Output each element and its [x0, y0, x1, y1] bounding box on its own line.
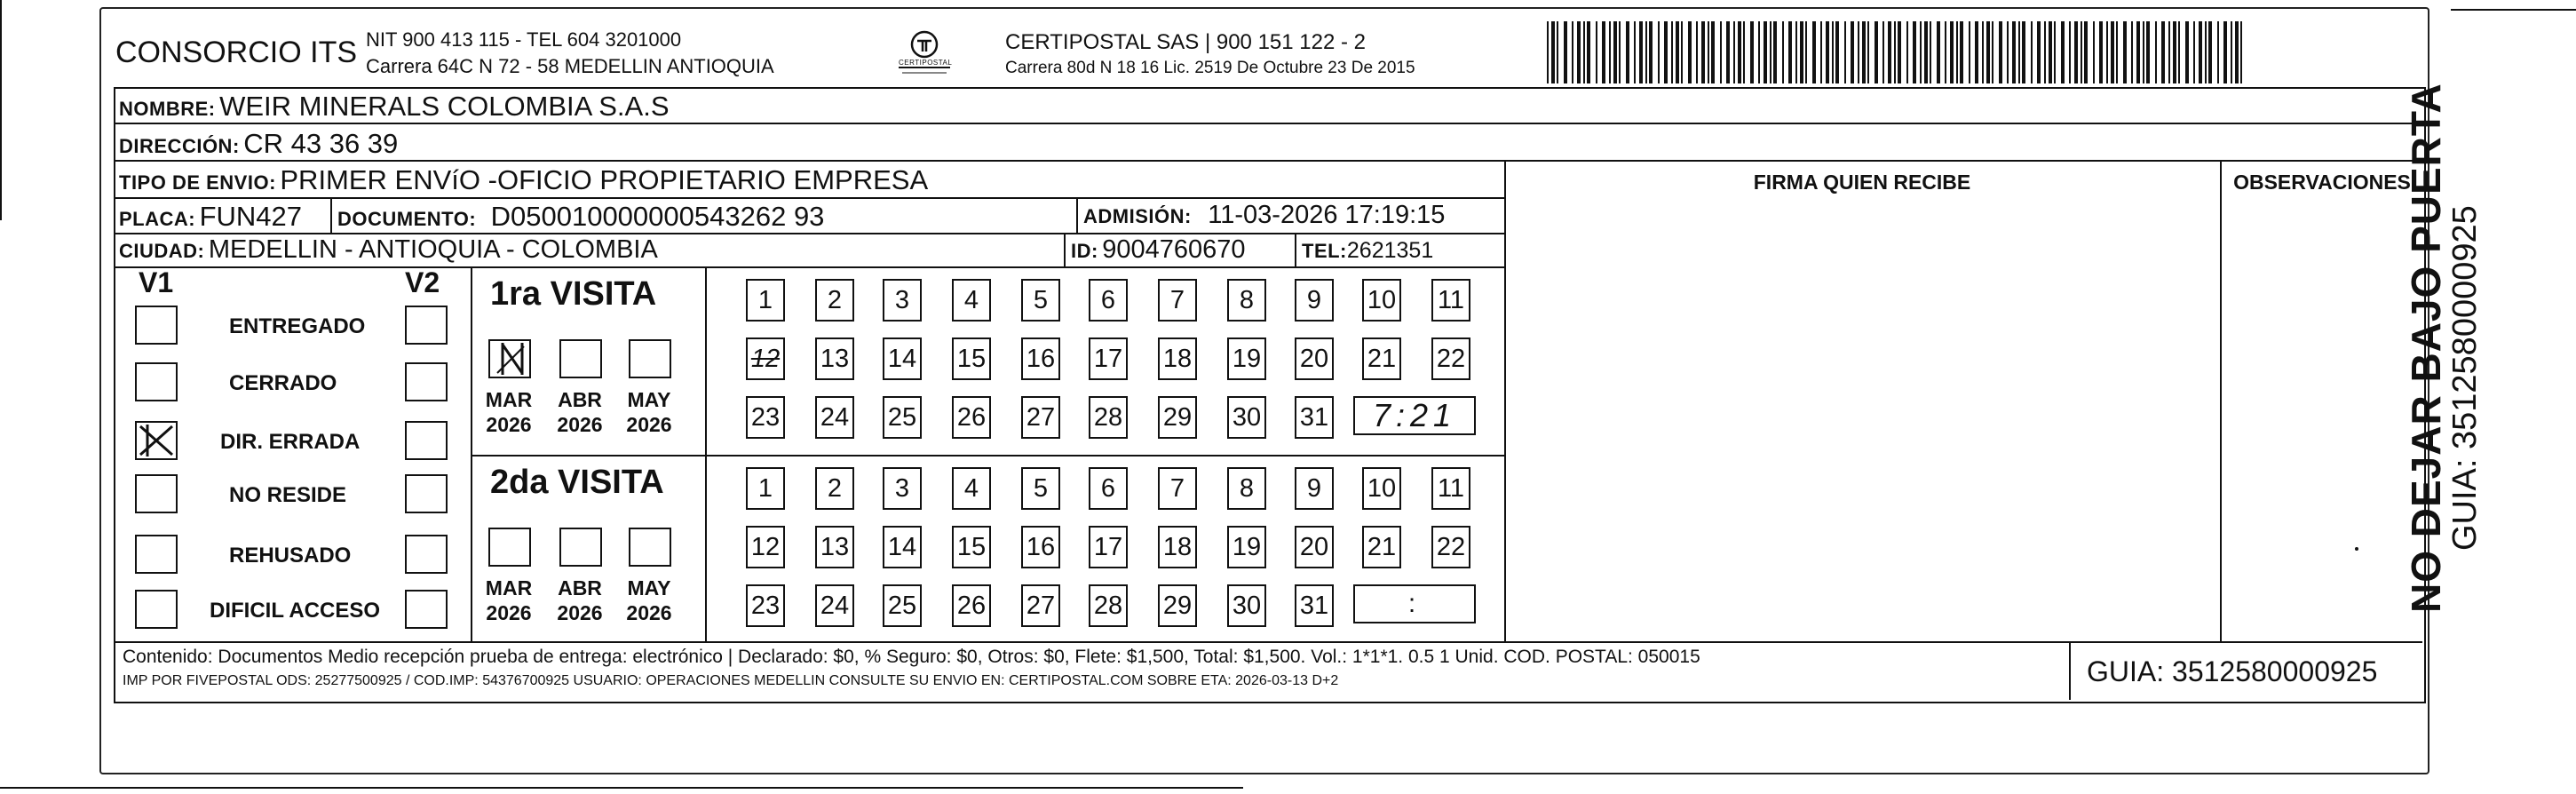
day-box[interactable]: 9 — [1295, 467, 1334, 510]
no-dejar-bajo-puerta: NO DEJAR BAJO PUERTA — [2403, 83, 2449, 613]
day-box[interactable]: 18 — [1158, 526, 1197, 568]
status-label: DIFICIL ACCESO — [210, 599, 381, 623]
day-box[interactable]: 1 — [746, 279, 785, 322]
day-box[interactable]: 18 — [1158, 337, 1197, 380]
barcode-bar — [2136, 21, 2140, 83]
day-box[interactable]: 4 — [952, 467, 991, 510]
barcode-bar — [1587, 21, 1590, 83]
barcode-bar — [1733, 21, 1735, 83]
barcode-bar — [1619, 21, 1621, 83]
day-box[interactable]: 30 — [1227, 584, 1266, 627]
barcode-bar — [1770, 21, 1771, 83]
barcode-bar — [1671, 21, 1673, 83]
barcode-bar — [1572, 21, 1573, 83]
barcode-bar — [1888, 21, 1891, 83]
status-label: ENTREGADO — [229, 314, 366, 338]
month-year: 2026 — [557, 601, 603, 624]
barcode-bar — [2111, 21, 2114, 83]
barcode-bar — [1696, 21, 1698, 83]
day-box[interactable]: 12 — [746, 526, 785, 568]
courier-license: Carrera 80d N 18 16 Lic. 2519 De Octubre 23 De 2015 — [1005, 59, 1415, 77]
barcode-bar — [1867, 21, 1869, 83]
row-line — [114, 641, 2422, 643]
day-box[interactable]: 30 — [1227, 396, 1266, 439]
barcode-bar — [2106, 21, 2108, 83]
barcode-bar — [2074, 21, 2078, 83]
barcode-bar — [1832, 21, 1834, 83]
day-box[interactable]: 3 — [883, 467, 922, 510]
barcode-bar — [2161, 21, 2165, 83]
day-box[interactable]: 17 — [1089, 337, 1128, 380]
day-box[interactable]: 9 — [1295, 279, 1334, 322]
status-label: CERRADO — [229, 371, 337, 395]
v1-checkbox[interactable] — [135, 535, 178, 574]
ciudad-cell — [119, 235, 658, 265]
barcode-bar — [2155, 21, 2157, 83]
observaciones-header: OBSERVACIONES — [2233, 171, 2411, 194]
barcode-bar — [1596, 21, 1597, 83]
barcode-bar — [1882, 21, 1884, 83]
barcode-bar — [1924, 21, 1928, 83]
barcode-bar — [1557, 21, 1558, 83]
day-box[interactable]: 10 — [1362, 279, 1401, 322]
month-checkbox[interactable] — [488, 528, 531, 567]
barcode-bar — [1906, 21, 1908, 83]
barcode-bar — [2217, 21, 2219, 83]
barcode-bar — [1649, 21, 1653, 83]
barcode-bar — [2208, 21, 2212, 83]
placa-value: FUN427 — [199, 201, 302, 232]
barcode-bar — [2205, 21, 2207, 83]
v2-checkbox[interactable] — [405, 421, 448, 460]
ciudad-value: MEDELLIN - ANTIOQUIA - COLOMBIA — [208, 235, 658, 264]
col-line — [1504, 160, 1506, 641]
barcode-bar — [1913, 21, 1916, 83]
placa-cell — [119, 201, 302, 233]
barcode-bar — [2061, 21, 2065, 83]
month-label — [618, 387, 680, 437]
barcode-bar — [1726, 21, 1730, 83]
day-box[interactable]: 29 — [1158, 396, 1197, 439]
col-line — [1295, 233, 1296, 266]
direccion-value: CR 43 36 39 — [243, 128, 399, 159]
barcode-bar — [1969, 21, 1970, 83]
tipo-value: PRIMER ENVíO -OFICIO PROPIETARIO EMPRESA — [280, 164, 929, 195]
barcode-bar — [1930, 21, 1931, 83]
status-label: REHUSADO — [229, 544, 352, 568]
contenido-text: Contenido: Documentos Medio recepción prueba de entrega: electrónico | Declarado: $0, % Seguro: $0, Otros: $0, Flete: $1,500, Total: $1,500. Vol.: 1*1*1. 0.5 1 Unid. COD. POSTAL: 050015 — [123, 647, 1700, 667]
day-box[interactable]: 6 — [1089, 279, 1128, 322]
barcode-bar — [1820, 21, 1822, 83]
barcode-bar — [2012, 21, 2016, 83]
top-right-line — [2451, 9, 2576, 11]
barcode-bar — [1758, 21, 1760, 83]
barcode-bar — [2193, 21, 2195, 83]
day-box[interactable]: 25 — [883, 584, 922, 627]
barcode-bar — [2116, 21, 2118, 83]
barcode-bar — [2168, 21, 2170, 83]
barcode-bar — [1812, 21, 1816, 83]
company-nit: NIT 900 413 115 - TEL 604 3201000 — [366, 28, 682, 51]
col-line — [330, 197, 332, 233]
barcode-bar — [2081, 21, 2082, 83]
barcode-bar — [1826, 21, 1829, 83]
ciudad-label: CIUDAD: — [119, 240, 205, 262]
day-box[interactable]: 14 — [883, 526, 922, 568]
day-box[interactable]: 6 — [1089, 467, 1128, 510]
barcode-bar — [1613, 21, 1617, 83]
side-warning — [2402, 80, 2485, 613]
day-box[interactable]: 8 — [1227, 467, 1266, 510]
day-box[interactable]: 20 — [1295, 337, 1334, 380]
barcode-bar — [1858, 21, 1859, 83]
day-box[interactable]: 19 — [1227, 337, 1266, 380]
month-label — [478, 576, 540, 625]
barcode-bar — [1894, 21, 1896, 83]
month-year: 2026 — [557, 413, 603, 436]
barcode-bar — [1664, 21, 1668, 83]
documento-cell — [337, 201, 824, 233]
day-box[interactable]: 22 — [1431, 526, 1470, 568]
documento-value: D050010000000543262 93 — [490, 201, 825, 232]
month-checkbox[interactable] — [559, 528, 602, 567]
barcode-bar — [1945, 21, 1946, 83]
day-box[interactable]: 2 — [815, 279, 854, 322]
barcode-bar — [1577, 21, 1581, 83]
row-line — [705, 455, 1504, 457]
day-box[interactable]: 11 — [1431, 467, 1470, 510]
day-box[interactable]: 19 — [1227, 526, 1266, 568]
barcode-bar — [1805, 21, 1807, 83]
day-box[interactable]: 11 — [1431, 279, 1470, 322]
day-box[interactable]: 13 — [815, 526, 854, 568]
day-box[interactable]: 8 — [1227, 279, 1266, 322]
barcode-bar — [1986, 21, 1990, 83]
v1-checkbox[interactable] — [135, 362, 178, 401]
barcode-bar — [2223, 21, 2227, 83]
barcode-bar — [1960, 21, 1963, 83]
col-line — [471, 266, 472, 641]
barcode-bar — [1898, 21, 1901, 83]
day-box[interactable]: 17 — [1089, 526, 1128, 568]
row-line — [471, 455, 705, 457]
day-box[interactable]: 24 — [815, 584, 854, 627]
time-box[interactable]: 7:21 — [1353, 396, 1476, 435]
barcode-bar — [2199, 21, 2202, 83]
barcode-bar — [2084, 21, 2088, 83]
day-box[interactable]: 27 — [1021, 396, 1060, 439]
imp-text: IMP POR FIVEPOSTAL ODS: 25277500925 / COD.IMP: 54376700925 USUARIO: OPERACIONES MEDELLIN CONSULTE SU ENVIO EN: CERTIPOSTAL.COM SOBRE ETA: 2026-03-13 D+2 — [123, 673, 1339, 688]
barcode-bar — [2240, 21, 2242, 83]
day-box[interactable]: 4 — [952, 279, 991, 322]
nombre-row — [119, 91, 670, 123]
barcode-bar — [2093, 21, 2095, 83]
certipostal-logo-icon — [893, 27, 955, 80]
barcode-bar — [1738, 21, 1741, 83]
barcode-bar — [1743, 21, 1745, 83]
v2-checkbox[interactable] — [405, 306, 448, 345]
tipo-label: TIPO DE ENVIO: — [119, 171, 276, 194]
day-box[interactable]: 31 — [1295, 396, 1334, 439]
barcode-bar — [1688, 21, 1692, 83]
tel-cell — [1302, 238, 1433, 264]
tipo-row — [119, 164, 928, 196]
visit-title: 1ra VISITA — [490, 275, 657, 313]
v1-checkbox[interactable] — [135, 590, 178, 629]
barcode-bar — [2143, 21, 2144, 83]
barcode-bar — [1862, 21, 1866, 83]
day-box[interactable]: 23 — [746, 396, 785, 439]
nombre-label: NOMBRE: — [119, 98, 216, 120]
barcode-bar — [1950, 21, 1954, 83]
day-box[interactable]: 5 — [1021, 467, 1060, 510]
barcode-bar — [2037, 21, 2041, 83]
barcode-bar — [1551, 21, 1555, 83]
barcode-bar — [1750, 21, 1754, 83]
day-box[interactable]: 28 — [1089, 584, 1128, 627]
placa-label: PLACA: — [119, 208, 196, 230]
barcode-bar — [1875, 21, 1878, 83]
v2-checkbox[interactable] — [405, 590, 448, 629]
month-year: 2026 — [486, 413, 532, 436]
month-label — [478, 387, 540, 437]
visit-title: 2da VISITA — [490, 464, 664, 501]
day-box[interactable]: 13 — [815, 337, 854, 380]
month-name: ABR — [558, 576, 602, 599]
day-box[interactable]: 7 — [1158, 279, 1197, 322]
barcode-bar — [1720, 21, 1722, 83]
day-box[interactable]: 16 — [1021, 526, 1060, 568]
day-box[interactable]: 15 — [952, 337, 991, 380]
barcode-bar — [1992, 21, 1993, 83]
day-box[interactable]: 21 — [1362, 337, 1401, 380]
month-name: MAR — [485, 388, 533, 411]
barcode-bar — [2131, 21, 2133, 83]
direccion-row — [119, 128, 398, 160]
day-box[interactable]: 16 — [1021, 337, 1060, 380]
barcode-bar — [2069, 21, 2071, 83]
barcode-bar — [2231, 21, 2232, 83]
barcode-bar — [2022, 21, 2025, 83]
barcode-bar — [1800, 21, 1803, 83]
month-name: MAR — [485, 576, 533, 599]
day-box[interactable]: 25 — [883, 396, 922, 439]
month-checkbox[interactable] — [629, 339, 671, 378]
barcode-bar — [1937, 21, 1940, 83]
barcode-bar — [2173, 21, 2176, 83]
barcode-bar — [1999, 21, 2002, 83]
barcode-bar — [2123, 21, 2127, 83]
barcode-bar — [1764, 21, 1767, 83]
day-box[interactable]: 22 — [1431, 337, 1470, 380]
month-year: 2026 — [486, 601, 532, 624]
day-box[interactable]: 23 — [746, 584, 785, 627]
barcode-bar — [2099, 21, 2103, 83]
col-line — [1076, 197, 1078, 233]
certipostal-logo-text: CERTIPOSTAL — [899, 59, 953, 67]
day-box[interactable]: 5 — [1021, 279, 1060, 322]
barcode-bar — [1602, 21, 1605, 83]
tel-label: TEL: — [1302, 240, 1347, 262]
day-box[interactable]: 7 — [1158, 467, 1197, 510]
month-label — [549, 387, 611, 437]
nombre-value: WEIR MINERALS COLOMBIA S.A.S — [219, 91, 670, 122]
barcode-bar — [1773, 21, 1777, 83]
time-box[interactable]: : — [1353, 584, 1476, 623]
id-cell — [1071, 235, 1246, 265]
day-box[interactable]: 24 — [815, 396, 854, 439]
left-margin-line — [0, 0, 2, 220]
col-line — [2220, 160, 2222, 641]
id-label: ID: — [1071, 240, 1098, 262]
day-box[interactable]: 21 — [1362, 526, 1401, 568]
status-label: NO RESIDE — [229, 483, 347, 507]
barcode-bar — [2044, 21, 2046, 83]
day-box[interactable]: 1 — [746, 467, 785, 510]
barcode-bar — [2178, 21, 2180, 83]
month-label — [618, 576, 680, 625]
col-line — [1064, 233, 1066, 266]
barcode-bar — [2235, 21, 2239, 83]
barcode-bar — [1782, 21, 1784, 83]
barcode-bar — [2146, 21, 2150, 83]
month-checkbox[interactable] — [559, 339, 602, 378]
barcode-bar — [1645, 21, 1647, 83]
v2-checkbox[interactable] — [405, 474, 448, 513]
day-box[interactable]: 14 — [883, 337, 922, 380]
v1-header: V1 — [139, 266, 174, 298]
col-line — [705, 266, 707, 641]
day-box[interactable]: 2 — [815, 467, 854, 510]
barcode-bar — [1708, 21, 1709, 83]
barcode-bar — [1795, 21, 1797, 83]
status-label: DIR. ERRADA — [220, 430, 361, 454]
month-year: 2026 — [626, 601, 672, 624]
barcode-bar — [1711, 21, 1715, 83]
side-guia: GUIA: 3512580000925 — [2446, 205, 2484, 551]
day-box[interactable]: 26 — [952, 396, 991, 439]
barcode-bar — [1564, 21, 1567, 83]
company-address: Carrera 64C N 72 - 58 MEDELLIN ANTIOQUIA — [366, 55, 774, 77]
barcode-bar — [1583, 21, 1585, 83]
barcode-bar — [1547, 21, 1549, 83]
v2-checkbox[interactable] — [405, 535, 448, 574]
v2-checkbox[interactable] — [405, 362, 448, 401]
v1-checkbox[interactable] — [135, 306, 178, 345]
admision-label: ADMISIÓN: — [1083, 205, 1192, 227]
company-name: CONSORCIO ITS — [115, 36, 358, 69]
row-line — [114, 160, 2422, 162]
id-value: 9004760670 — [1102, 235, 1246, 264]
v1-checkbox[interactable] — [135, 474, 178, 513]
day-box[interactable]: 12 — [746, 337, 785, 380]
tel-value: 2621351 — [1346, 238, 1434, 263]
month-name: MAY — [627, 388, 671, 411]
row-line — [114, 266, 1504, 268]
barcode-bar — [2054, 21, 2056, 83]
direccion-label: DIRECCIÓN: — [119, 135, 240, 157]
barcode-bar — [2031, 21, 2033, 83]
barcode-bar — [1844, 21, 1846, 83]
day-box[interactable]: 31 — [1295, 584, 1334, 627]
documento-label: DOCUMENTO: — [337, 208, 477, 230]
firma-header: FIRMA QUIEN RECIBE — [1753, 171, 1971, 194]
row-line — [114, 123, 2422, 124]
day-box[interactable]: 15 — [952, 526, 991, 568]
barcode-bar — [1639, 21, 1643, 83]
month-year: 2026 — [626, 413, 672, 436]
month-label — [549, 576, 611, 625]
barcode-bar — [1982, 21, 1984, 83]
col-line — [2069, 641, 2071, 700]
barcode-bar — [1658, 21, 1660, 83]
day-box[interactable]: 28 — [1089, 396, 1128, 439]
admision-value: 11-03-2026 17:19:15 — [1208, 201, 1446, 229]
barcode-bar — [1851, 21, 1854, 83]
barcode-bar — [1701, 21, 1705, 83]
month-checkbox[interactable] — [629, 528, 671, 567]
barcode-bar — [2185, 21, 2189, 83]
bottom-margin-line — [0, 787, 1243, 789]
barcode-bar — [1920, 21, 1922, 83]
barcode-bar — [1956, 21, 1958, 83]
barcode-bar — [1634, 21, 1636, 83]
day-box[interactable]: 26 — [952, 584, 991, 627]
v2-header: V2 — [405, 266, 440, 298]
day-box[interactable]: 20 — [1295, 526, 1334, 568]
barcode-bar — [1676, 21, 1679, 83]
day-box[interactable]: 3 — [883, 279, 922, 322]
day-box[interactable]: 27 — [1021, 584, 1060, 627]
barcode-bar — [1975, 21, 1978, 83]
courier-info: CERTIPOSTAL SAS | 900 151 122 - 2 — [1005, 30, 1366, 54]
month-name: MAY — [627, 576, 671, 599]
month-checkbox[interactable] — [488, 339, 531, 378]
barcode — [1543, 21, 2250, 83]
v1-checkbox[interactable] — [135, 421, 178, 460]
day-box[interactable]: 29 — [1158, 584, 1197, 627]
barcode-bar — [2018, 21, 2020, 83]
day-box[interactable]: 10 — [1362, 467, 1401, 510]
barcode-bar — [1626, 21, 1629, 83]
footer-guia: GUIA: 3512580000925 — [2087, 655, 2378, 687]
barcode-bar — [1681, 21, 1683, 83]
admision-cell — [1083, 201, 1445, 230]
month-name: ABR — [558, 388, 602, 411]
row-line — [114, 197, 1504, 199]
barcode-bar — [1609, 21, 1611, 83]
barcode-bar — [2049, 21, 2052, 83]
observation-dot — [2355, 547, 2358, 551]
barcode-bar — [1835, 21, 1839, 83]
barcode-bar — [1788, 21, 1792, 83]
barcode-bar — [2007, 21, 2009, 83]
